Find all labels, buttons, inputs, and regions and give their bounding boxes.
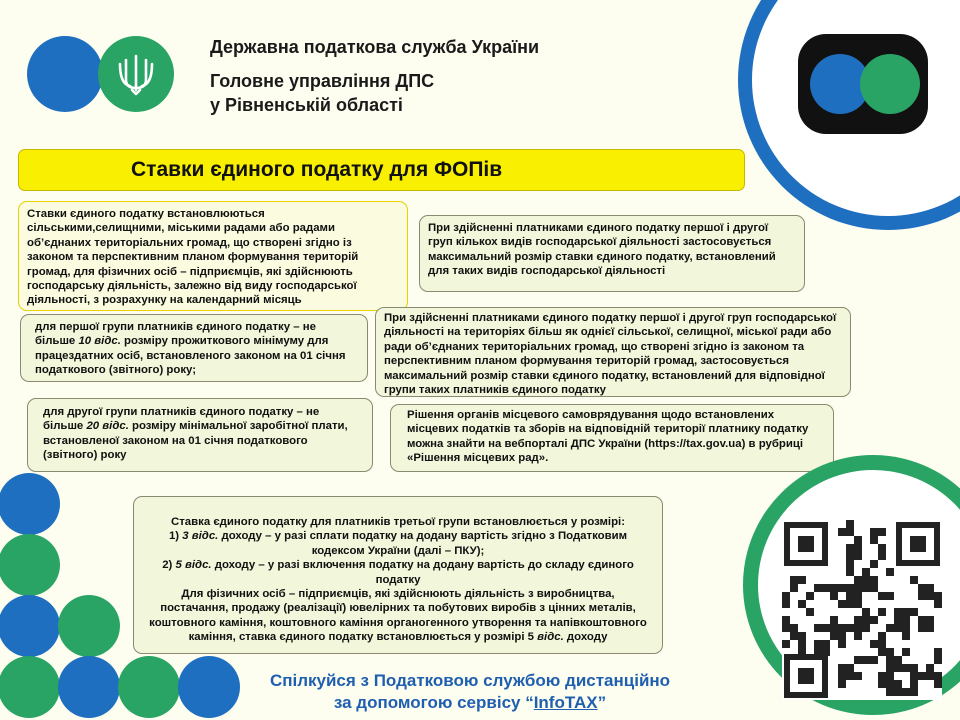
slogan-line2	[240, 692, 700, 713]
qr-cell	[854, 536, 862, 544]
qr-cell	[878, 608, 886, 616]
qr-cell	[790, 584, 798, 592]
page-title: Ставки єдиного податку для ФОПів	[131, 158, 503, 181]
qr-cell	[902, 616, 910, 624]
group2-rate: 20 відс.	[86, 420, 129, 433]
qr-cell	[798, 576, 806, 584]
group3-item2-post: доходу – у разі включення податку на додану вартість до складу єдиного податку	[211, 559, 634, 586]
several-kinds-text: При здійсненні платниками єдиного податку першої і другої груп кількох видів господарської діяльності застосовується максимальний розмір ставки єдиного податку, встановлений для таких видів господарської діяльності	[428, 222, 776, 278]
decor-circle	[178, 656, 240, 718]
qr-cell	[934, 656, 942, 664]
qr-cell	[862, 656, 870, 664]
qr-cell	[894, 664, 902, 672]
group3-jewelry-pre: Для фізичних осіб – підприємців, які здійснюють діяльність з виробництва, постачання, продажу (реалізації) ювелірних та побутових виробів з цінних металів, коштовного каміння, коштовного каміння органогенного утворення та напівкоштовного каміння, ставка єдиного податку встановлюється у розмірі 5	[149, 588, 647, 644]
qr-cell	[878, 528, 886, 536]
qr-cell	[934, 648, 942, 656]
qr-cell	[790, 624, 798, 632]
group3-jewelry	[148, 587, 648, 645]
qr-cell	[798, 600, 806, 608]
infotax-link[interactable]: InfoTAX	[533, 693, 598, 712]
qr-cell	[838, 640, 846, 648]
qr-cell	[902, 624, 910, 632]
qr-code-icon[interactable]	[782, 520, 942, 700]
group3-item1	[148, 529, 648, 558]
qr-cell	[926, 616, 934, 624]
qr-cell	[854, 592, 862, 600]
qr-cell	[902, 632, 910, 640]
qr-cell	[870, 640, 878, 648]
qr-cell	[814, 640, 822, 648]
qr-cell	[846, 568, 854, 576]
qr-cell	[886, 664, 894, 672]
qr-cell	[782, 592, 790, 600]
qr-cell	[838, 632, 846, 640]
qr-cell	[926, 624, 934, 632]
local-decisions-card	[390, 404, 834, 472]
qr-cell	[886, 624, 894, 632]
qr-cell	[822, 624, 830, 632]
qr-cell	[894, 624, 902, 632]
group1-text-post: розміру прожиткового мінімуму для працездатних осіб, встановленого законом на 01 січня податкового (звітного) року;	[35, 335, 346, 377]
qr-cell	[878, 592, 886, 600]
title-banner	[18, 149, 745, 191]
qr-cell	[782, 600, 790, 608]
qr-cell	[870, 616, 878, 624]
qr-cell	[790, 632, 798, 640]
qr-cell	[846, 560, 854, 568]
qr-cell	[870, 656, 878, 664]
qr-cell	[854, 672, 862, 680]
decor-circle	[58, 595, 120, 657]
qr-cell	[790, 576, 798, 584]
qr-cell	[822, 640, 830, 648]
group3-item1-post: доходу – у разі сплати податку на додану вартість згідно з Податковим кодексом України (далі – ПКУ);	[218, 530, 628, 557]
qr-cell	[878, 672, 886, 680]
qr-cell	[934, 680, 942, 688]
qr-cell	[878, 632, 886, 640]
qr-cell	[886, 680, 894, 688]
qr-cell	[838, 624, 846, 632]
qr-cell	[886, 648, 894, 656]
qr-cell	[878, 640, 886, 648]
qr-cell	[894, 656, 902, 664]
qr-cell	[846, 672, 854, 680]
decor-circle	[0, 473, 60, 535]
qr-cell	[846, 592, 854, 600]
qr-cell	[846, 520, 854, 528]
qr-cell	[902, 688, 910, 696]
qr-cell	[806, 592, 814, 600]
group1-card	[20, 314, 368, 382]
department-name: Головне управління ДПС	[210, 71, 435, 91]
qr-cell	[886, 568, 894, 576]
qr-cell	[878, 552, 886, 560]
qr-cell	[870, 536, 878, 544]
qr-cell	[894, 680, 902, 688]
decor-circle	[0, 595, 60, 657]
group3-jewelry-rate: відс.	[537, 631, 564, 644]
qr-cell	[862, 616, 870, 624]
qr-cell	[918, 584, 926, 592]
decor-circle	[0, 534, 60, 596]
qr-cell	[870, 528, 878, 536]
intro-card	[18, 201, 408, 311]
qr-cell	[926, 592, 934, 600]
group1-text	[35, 320, 353, 378]
qr-cell	[782, 616, 790, 624]
qr-cell	[846, 528, 854, 536]
qr-cell	[902, 648, 910, 656]
qr-cell	[782, 640, 790, 648]
group1-rate: 10 відс.	[78, 335, 121, 348]
qr-cell	[838, 680, 846, 688]
qr-cell	[854, 544, 862, 552]
qr-cell	[854, 584, 862, 592]
qr-cell	[918, 624, 926, 632]
qr-cell	[854, 600, 862, 608]
qr-cell	[894, 608, 902, 616]
qr-cell	[854, 616, 862, 624]
qr-cell	[910, 576, 918, 584]
qr-cell	[910, 672, 918, 680]
qr-cell	[934, 672, 942, 680]
qr-cell	[886, 672, 894, 680]
qr-cell	[814, 584, 822, 592]
qr-cell	[918, 616, 926, 624]
logo-blue-circle	[27, 36, 103, 112]
qr-cell	[846, 552, 854, 560]
qr-cell	[846, 664, 854, 672]
qr-cell	[838, 664, 846, 672]
qr-cell	[878, 648, 886, 656]
group3-card	[133, 496, 663, 654]
qr-cell	[846, 624, 854, 632]
local-decisions-text: Рішення органів місцевого самоврядування щодо встановлених місцевих податків та зборів на відповідній території платнику податку можна знайти на вебпорталі ДПС України (https://tax.gov.ua) в рубриці «Рішення місцевих рад».	[407, 409, 809, 465]
group1-text-pre: для першої групи платників єдиного податку – не більше	[35, 321, 316, 348]
qr-cell	[854, 656, 862, 664]
several-territories-text: При здійсненні платниками єдиного податку першої і другої груп господарської діяльності на територіях більш як однієї сільської, селищної, міської ради або ради об’єднаних територіальних громад, що створені згідно із законом та перспективним планом формування територій громад, застосовується максимальний розмір ставки єдиного податку, встановлений для відповідної групи таких платників єдиного податку	[384, 312, 837, 397]
group2-card	[27, 398, 373, 472]
qr-cell	[838, 600, 846, 608]
qr-cell	[886, 592, 894, 600]
qr-cell	[926, 664, 934, 672]
department-region: у Рівненській області	[210, 95, 403, 115]
qr-cell	[926, 584, 934, 592]
group3-intro: Ставка єдиного податку для платників третьої групи встановлюється у розмірі:	[170, 516, 626, 528]
infotax-app-icon	[798, 34, 928, 134]
qr-cell	[854, 552, 862, 560]
qr-cell	[806, 608, 814, 616]
group3-item2-rate: 5 відс.	[175, 559, 212, 572]
group3-item1-pre: 1)	[168, 530, 183, 543]
qr-cell	[830, 624, 838, 632]
trident-svg	[98, 36, 174, 112]
qr-cell	[862, 624, 870, 632]
qr-cell	[870, 560, 878, 568]
qr-cell	[814, 624, 822, 632]
decor-circle	[58, 656, 120, 718]
group2-text-pre: для другої групи платників єдиного податку – не більше	[43, 406, 320, 433]
qr-cell	[918, 672, 926, 680]
qr-cell	[862, 584, 870, 592]
several-territories-card	[375, 307, 851, 397]
qr-cell	[910, 680, 918, 688]
qr-cell	[846, 544, 854, 552]
qr-cell	[838, 584, 846, 592]
app-icon-green-dot	[860, 54, 920, 114]
qr-cell	[910, 688, 918, 696]
qr-cell	[934, 592, 942, 600]
group2-text	[43, 405, 357, 463]
qr-cell	[902, 608, 910, 616]
qr-cell	[854, 624, 862, 632]
group3-jewelry-post: доходу	[563, 631, 608, 644]
qr-cell	[910, 608, 918, 616]
qr-cell	[854, 632, 862, 640]
qr-cell	[862, 568, 870, 576]
qr-cell	[798, 640, 806, 648]
qr-cell	[926, 672, 934, 680]
qr-cell	[854, 576, 862, 584]
qr-cell	[862, 608, 870, 616]
slogan-line1: Спілкуйся з Податковою службою дистанційно	[269, 671, 671, 690]
group2-text-post: розміру мінімальної заробітної плати, встановленої законом на 01 січня податкового (звітного) року	[43, 420, 348, 462]
qr-cell	[846, 600, 854, 608]
trident-emblem-icon	[98, 36, 174, 112]
slogan-line2-pre: за допомогою сервісу “	[333, 693, 534, 712]
org-name: Державна податкова служба України	[210, 37, 540, 57]
qr-cell	[886, 688, 894, 696]
qr-cell	[830, 616, 838, 624]
qr-cell	[878, 680, 886, 688]
decor-circle	[0, 656, 60, 718]
group3-item2	[148, 558, 648, 587]
qr-cell	[782, 624, 790, 632]
intro-text: Ставки єдиного податку встановлюються сільськими,селищними, міськими радами або радами об’єднаних територіальних громад, що створені згідно із законом та перспективним планом формування територій громад, для фізичних осіб – підприємців, які здійснюють господарську діяльність, залежно від виду господарської діяльності, з розрахунку на календарний місяць	[27, 208, 359, 307]
qr-cell	[830, 592, 838, 600]
qr-cell	[910, 664, 918, 672]
qr-cell	[934, 600, 942, 608]
qr-cell	[918, 592, 926, 600]
qr-cell	[870, 576, 878, 584]
qr-cell	[894, 688, 902, 696]
qr-cell	[846, 584, 854, 592]
qr-cell	[838, 672, 846, 680]
qr-cell	[902, 664, 910, 672]
qr-cell	[830, 632, 838, 640]
qr-cell	[798, 632, 806, 640]
qr-cell	[894, 616, 902, 624]
qr-cell	[886, 656, 894, 664]
qr-cell	[878, 544, 886, 552]
qr-cell	[862, 576, 870, 584]
group3-item1-rate: 3 відс.	[182, 530, 219, 543]
several-kinds-card	[419, 215, 805, 292]
qr-cell	[822, 584, 830, 592]
qr-cell	[830, 584, 838, 592]
decor-circle	[118, 656, 180, 718]
qr-cell	[838, 528, 846, 536]
qr-cell	[870, 584, 878, 592]
group3-item2-pre: 2)	[162, 559, 176, 572]
slogan-line2-post: ”	[597, 693, 607, 712]
